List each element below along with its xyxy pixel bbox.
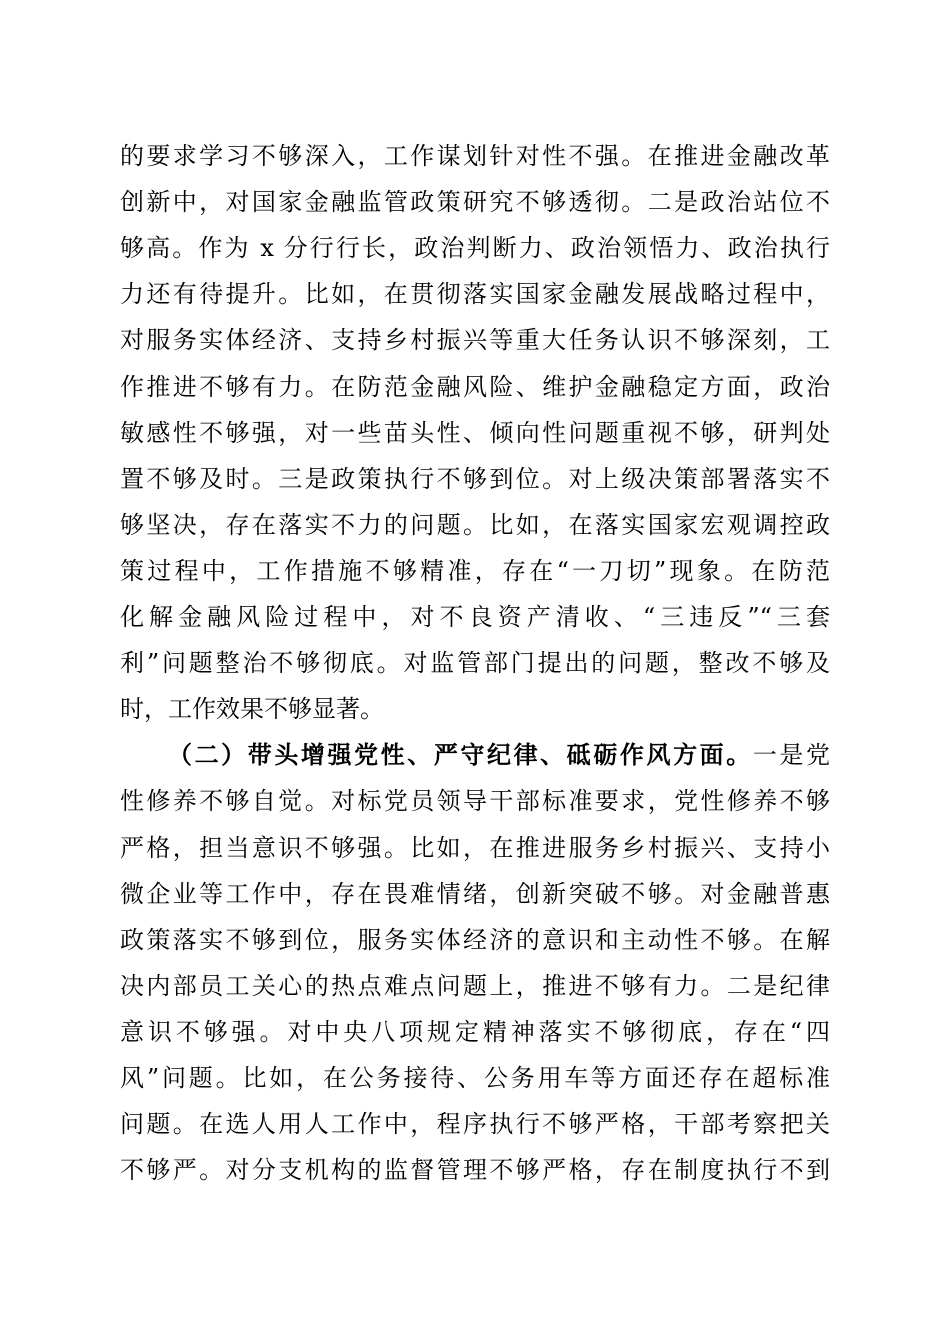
body-text-line: 敏感性不够强，对一些苗头性、倾向性问题重视不够，研判处 [120,419,830,447]
body-text-line: 够高。作为 x 分行行长，政治判断力、政治领悟力、政治执行 [120,234,830,262]
body-text-line: 意识不够强。对中央八项规定精神落实不够彻底，存在“四 [120,1018,830,1046]
body-text-line: 够坚决，存在落实不力的问题。比如，在落实国家宏观调控政 [120,511,830,539]
body-text-line: 作推进不够有力。在防范金融风险、维护金融稳定方面，政治 [120,373,830,401]
body-text-line: 策过程中，工作措施不够精准，存在“一刀切”现象。在防范 [120,557,830,585]
body-text-line: 性修养不够自觉。对标党员领导干部标准要求，党性修养不够 [120,787,830,815]
body-text-line: 不够严。对分支机构的监督管理不够严格，存在制度执行不到 [120,1156,830,1184]
body-text-line: 决内部员工关心的热点难点问题上，推进不够有力。二是纪律 [120,972,830,1000]
body-text-line: 力还有待提升。比如，在贯彻落实国家金融发展战略过程中， [120,280,830,308]
body-text-line: 创新中，对国家金融监管政策研究不够透彻。二是政治站位不 [120,188,830,216]
section-heading-line [168,735,830,775]
body-text-line: 化解金融风险过程中，对不良资产清收、“三违反”“三套 [120,603,830,631]
body-text-line: 利”问题整治不够彻底。对监管部门提出的问题，整改不够及 [120,649,830,677]
body-text-line: 微企业等工作中，存在畏难情绪，创新突破不够。对金融普惠 [120,880,830,908]
body-text-line: 风”问题。比如，在公务接待、公务用车等方面还存在超标准 [120,1064,830,1092]
body-text: 一是党 [752,741,831,769]
body-text-line: 的要求学习不够深入，工作谋划针对性不强。在推进金融改革 [120,142,830,170]
body-text-line: 政策落实不够到位，服务实体经济的意识和主动性不够。在解 [120,926,830,954]
body-text-line: 时，工作效果不够显著。 [120,695,384,723]
body-text-line: 对服务实体经济、支持乡村振兴等重大任务认识不够深刻，工 [120,326,830,354]
section-heading: （二）带头增强党性、严守纪律、砥砺作风方面。 [168,740,753,769]
body-text-line: 问题。在选人用人工作中，程序执行不够严格，干部考察把关 [120,1110,830,1138]
body-text-line: 严格，担当意识不够强。比如，在推进服务乡村振兴、支持小 [120,834,830,862]
body-text-line: 置不够及时。三是政策执行不够到位。对上级决策部署落实不 [120,465,830,493]
